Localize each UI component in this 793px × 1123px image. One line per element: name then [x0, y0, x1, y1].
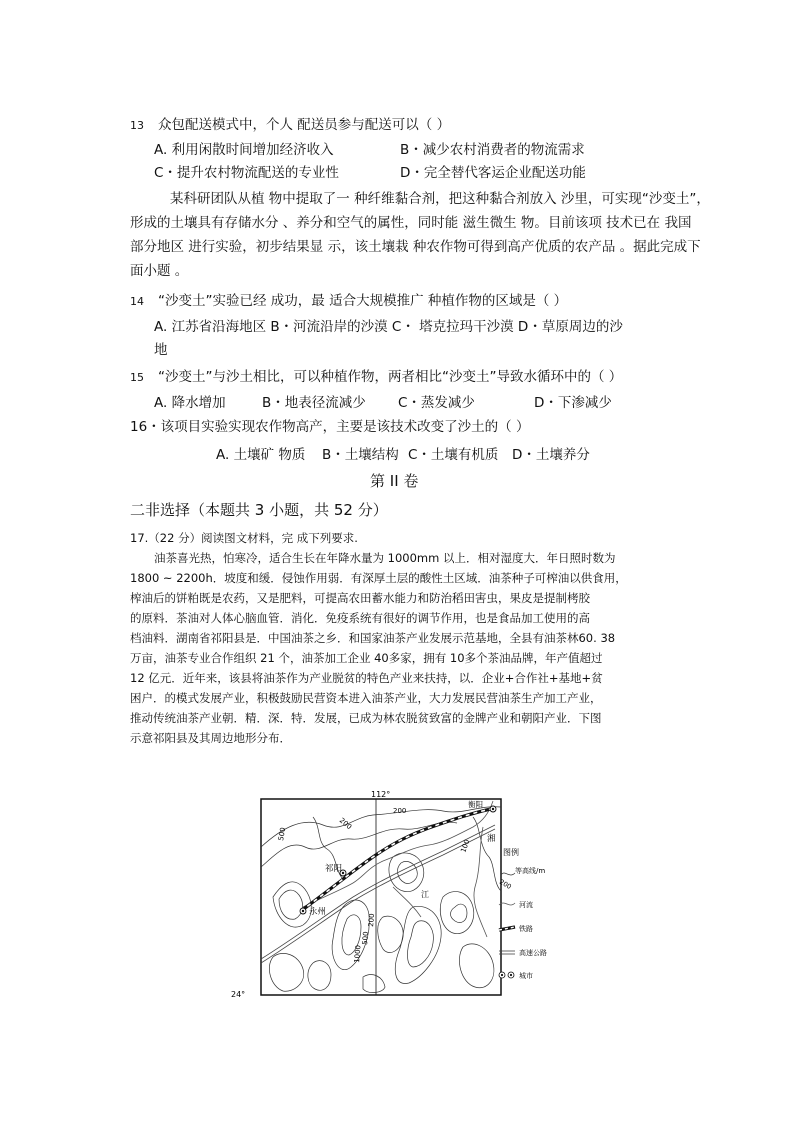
q17-stem: 17.（22 分）阅读图文材料，完 成下列要求.: [130, 531, 358, 545]
map-frame: [261, 799, 501, 995]
legend-city-dot-1: [501, 974, 503, 976]
q17-para-line10: 示意祁阳县及其周边地形分布．: [130, 731, 291, 745]
q14-stem-line: [130, 292, 567, 311]
q14-options: A. 江苏省沿海地区 B・河流沿岸的沙漠 C・ 塔克拉玛干沙漠 D・草原周边的沙: [154, 319, 623, 335]
legend-title: 图例: [503, 848, 519, 857]
section2-heading: 二非选择（本题共 3 小题，共 52 分）: [130, 501, 388, 519]
q16-option-a: A. 土壤矿 物质: [216, 447, 306, 463]
q16-option-b: B・土壤结构: [322, 447, 399, 463]
q14-options-cont: 地: [154, 342, 168, 358]
passage1-line2: 形成的土壤具有存储水分 、养分和空气的属性，同时能 滋生微生 物。目前该项 技术已在 我国: [130, 215, 692, 231]
q13-option-d: D・完全替代客运企业配送功能: [400, 165, 586, 181]
contour-label-200-b: 200: [393, 807, 407, 815]
hengyang-city-dot: [492, 808, 494, 810]
q17-para-line3: 榨油后的饼粕既是农药，又是肥料，可提高农田蓄水能力和防治稻田害虫，果皮是提制栲胶: [130, 591, 590, 605]
yongzhou-label: 永州: [309, 907, 327, 917]
legend-city-dot-2: [510, 974, 512, 976]
q15-option-b: B・地表径流减少: [262, 395, 366, 411]
q13-option-c: C・提升农村物流配送的专业性: [154, 165, 339, 181]
q17-para-line9: 推动传统油茶产业朝．精．深．特．发展，已成为林农脱贫致富的金牌产业和朝阳产业．下图: [130, 711, 602, 725]
q13-stem-line: [130, 116, 450, 135]
map-latitude-label: 24°: [231, 990, 246, 999]
q14-number: 14: [130, 295, 144, 308]
legend-contour-label: 等高线/m: [515, 867, 546, 875]
river-label-jiang: 江: [421, 890, 429, 899]
contour-label-200: 200: [337, 816, 354, 832]
q14-stem: “沙变土”实验已经 成功，最 适合大规模推广 种植作物的区域是（ ）: [158, 293, 568, 309]
qiyang-city-dot: [342, 872, 344, 874]
map-longitude-label: 112°: [371, 790, 391, 799]
contour-label-1000: 1000: [353, 944, 363, 964]
xiang-river-label: 湘: [487, 834, 496, 844]
q15-option-d: D・下渗减少: [534, 395, 612, 411]
legend-river-label: 河流: [519, 901, 533, 909]
section2-title: 第 II 卷: [370, 472, 419, 490]
legend-contour-symbol: [501, 873, 515, 875]
q17-para-line8: 困户．的模式发展产业，积极鼓励民营资本进入油茶产业，大力发展民营油茶生产加工产业，: [130, 691, 602, 705]
passage1-line3: 部分地区 进行实验，初步结果显 示，该土壤栽 种农作物可得到高产优质的农产品 。据此完成下: [130, 239, 701, 255]
q16-option-c: C・土壤有机质: [408, 447, 499, 463]
hengyang-label: 衡阳: [468, 800, 483, 809]
q16-stem: 16・该项目实验实现农作物高产，主要是该技术改变了沙土的（ ）: [130, 419, 530, 435]
passage1-line1: 某科研团队从植 物中提取了一 种纤维黏合剂，把这种黏合剂放入 沙里，可实现“沙变土”，: [170, 191, 710, 207]
q17-para-line7: 12 亿元．近年来，该县将油茶作为产业脱贫的特色产业来扶持，以．企业+合作社+基地+贫: [130, 671, 603, 685]
q15-stem-line: [130, 368, 622, 387]
q13-option-b: B・减少农村消费者的物流需求: [400, 142, 585, 158]
q13-stem: 众包配送模式中，个人 配送员参与配送可以（ ）: [158, 117, 451, 133]
q16-option-d: D・土壤养分: [512, 447, 590, 463]
q17-para-line2: 1800 ~ 2200h．坡度和缓．侵蚀作用弱．有深厚土层的酸性土区域．油茶种子可榨油以供食用，: [130, 571, 627, 585]
passage1-line4: 面小题 。: [130, 263, 189, 279]
q13-option-a: A. 利用闲散时间增加经济收入: [154, 142, 334, 158]
contour-label-500-b: 500: [361, 931, 371, 946]
legend-contour-number: 200: [498, 877, 513, 891]
legend-highway-label: 高速公路: [519, 949, 547, 957]
q15-number: 15: [130, 371, 144, 384]
legend-city-label: 城市: [519, 972, 533, 980]
q13-number: 13: [130, 119, 144, 132]
yongzhou-city-dot: [302, 910, 304, 912]
legend-rail-label: 铁路: [519, 925, 533, 933]
q17-para-line1: 油茶喜光热，怕寒冷，适合生长在年降水量为 1000mm 以上．相对湿度大．年日照时数为: [154, 551, 616, 565]
contour-label-500: 500: [277, 826, 288, 842]
terrain-map: [231, 787, 547, 999]
q15-option-c: C・蒸发减少: [398, 395, 475, 411]
qiyang-label: 祁阳: [325, 864, 343, 874]
contour-label-100: 100: [459, 838, 472, 854]
q17-para-line5: 档油料．湖南省祁阳县是．中国油茶之乡．和国家油茶产业发展示范基地，全县有油茶林60. 38: [130, 631, 616, 645]
contour-label-200-c: 200: [367, 913, 377, 928]
q15-option-a: A. 降水增加: [154, 395, 226, 411]
q17-para-line4: 的原料．茶油对人体心脑血管．消化．免疫系统有很好的调节作用，也是食品加工使用的高: [130, 611, 590, 625]
map-legend: [498, 847, 547, 980]
q15-stem: “沙变土”与沙土相比，可以种植作物，两者相比“沙变土”导致水循环中的（ ）: [158, 369, 623, 385]
q17-para-line6: 万亩，油茶专业合作组织 21 个，油茶加工企业 40多家，拥有 10多个茶油品牌，年产值超过: [130, 651, 603, 665]
